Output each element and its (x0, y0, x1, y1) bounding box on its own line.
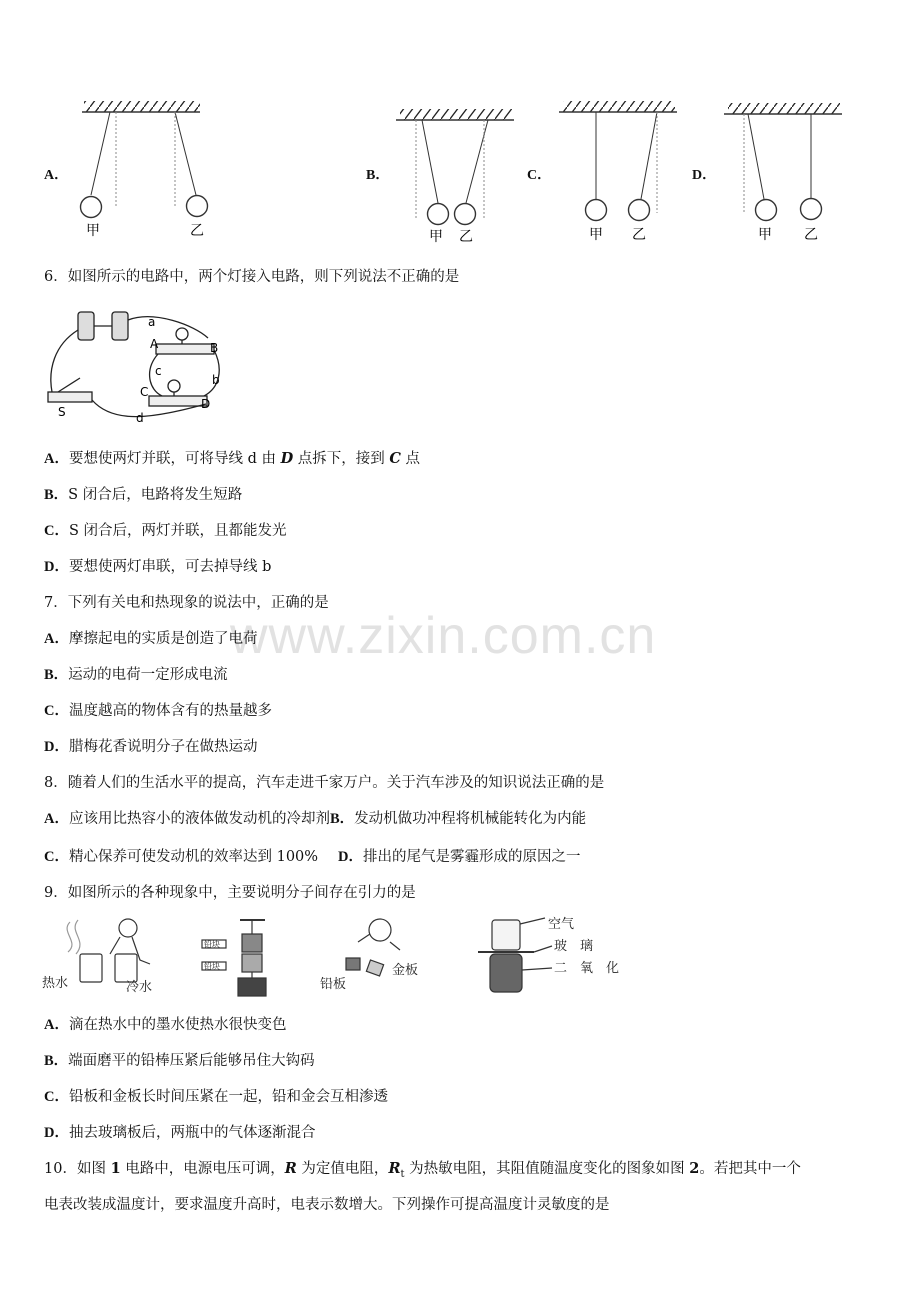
q6-option-d: D．要想使两灯串联，可去掉导线 b (44, 559, 272, 575)
q5b-jia: 甲 (429, 229, 443, 245)
pendulum-b (396, 109, 514, 225)
q6-circuit-figure (44, 300, 234, 435)
q5d-yi: 乙 (804, 227, 818, 243)
q5-option-a-label: A． (44, 168, 69, 183)
q8-options-row1: A．应该用比热容小的液体做发动机的冷却剂B．发动机做功冲程将机械能转化为内能 (44, 811, 587, 827)
q9-option-b: B．端面磨平的铅棒压紧后能够吊住大钩码 (44, 1053, 315, 1069)
q5d-jia: 甲 (758, 227, 772, 243)
q6-label-c: c (155, 364, 162, 378)
q6-label-a: a (148, 315, 156, 329)
q9-option-c: C．铅板和金板长时间压紧在一起，铅和金会互相渗透 (44, 1089, 388, 1105)
q7-option-d: D．腊梅花香说明分子在做热运动 (44, 739, 258, 755)
q9-option-a: A．滴在热水中的墨水使热水很快变色 (44, 1017, 287, 1033)
q5c-yi: 乙 (632, 227, 646, 243)
q6-label-C: C (140, 385, 149, 399)
q5c-jia: 甲 (589, 227, 603, 243)
q8-stem: 8．随着人们的生活水平的提高，汽车走进千家万户。关于汽车涉及的知识说法正确的是 (44, 775, 605, 791)
pendulum-c (559, 101, 677, 221)
q6-option-c: C．S 闭合后，两灯并联，且都能发光 (44, 523, 287, 539)
q6-option-b: B．S 闭合后，电路将发生短路 (44, 487, 243, 503)
q9-label-lead-block-1: 铅块 (204, 940, 220, 949)
q9-stem: 9．如图所示的各种现象中，主要说明分子间存在引力的是 (44, 885, 416, 901)
pendulum-d (724, 103, 842, 221)
q6-label-b: b (212, 373, 220, 387)
q6-stem: 6．如图所示的电路中，两个灯接入电路，则下列说法不正确的是 (44, 269, 460, 285)
q5a-yi: 乙 (190, 223, 204, 239)
q7-option-c: C．温度越高的物体含有的热量越多 (44, 703, 272, 719)
q9-label-gold-plate: 金板 (392, 963, 419, 978)
q9-label-glass: 玻 璃 (554, 939, 594, 954)
q9-figures (40, 912, 640, 1002)
q5-option-b-label: B． (366, 168, 390, 183)
q9-label-air: 空气 (548, 917, 575, 932)
q6-label-D: D (201, 397, 211, 411)
q7-stem: 7．下列有关电和热现象的说法中，正确的是 (44, 595, 329, 611)
q9-label-lead-block-2: 铅块 (204, 962, 220, 971)
q6-label-S: S (58, 405, 66, 419)
q9-option-d: D．抽去玻璃板后，两瓶中的气体逐渐混合 (44, 1125, 316, 1141)
pendulum-a (81, 101, 208, 218)
watermark: www.zixin.com.cn (230, 607, 657, 665)
q6-label-A: A (150, 337, 159, 351)
q5b-yi: 乙 (459, 229, 473, 245)
q6-option-a: A．要想使两灯并联，可将导线 d 由 D 点拆下，接到 C 点 (44, 450, 421, 467)
q9-label-gas: 二 氧 化 (554, 961, 620, 976)
q5a-jia: 甲 (86, 223, 100, 239)
q10-line-1: 10．如图 1 电路中，电源电压可调，R 为定值电阻，$R_t$ 为热敏电阻，其阻值随温度变化的图象如图 2。若把其中一个 (44, 1160, 801, 1180)
q7-option-a: A．摩擦起电的实质是创造了电荷 (44, 631, 258, 647)
q6-label-d: d (136, 411, 144, 425)
q9-label-cold: 冷水 (126, 980, 153, 995)
q7-option-b: B．运动的电荷一定形成电流 (44, 667, 228, 683)
q6-label-B: B (210, 341, 219, 355)
q10-line-2: 电表改装成温度计，要求温度升高时，电表示数增大。下列操作可提高温度计灵敏度的是 (44, 1197, 610, 1213)
q5-pendulum-figures (0, 95, 920, 255)
q5-option-d-label: D． (692, 168, 717, 183)
q9-label-hot: 热水 (42, 976, 69, 991)
q9-label-lead-plate: 铅板 (320, 977, 347, 992)
q5-option-c-label: C． (527, 168, 552, 183)
q8-options-row2: C．精心保养可使发动机的效率达到 100% D．排出的尾气是雾霾形成的原因之一 (44, 849, 581, 865)
